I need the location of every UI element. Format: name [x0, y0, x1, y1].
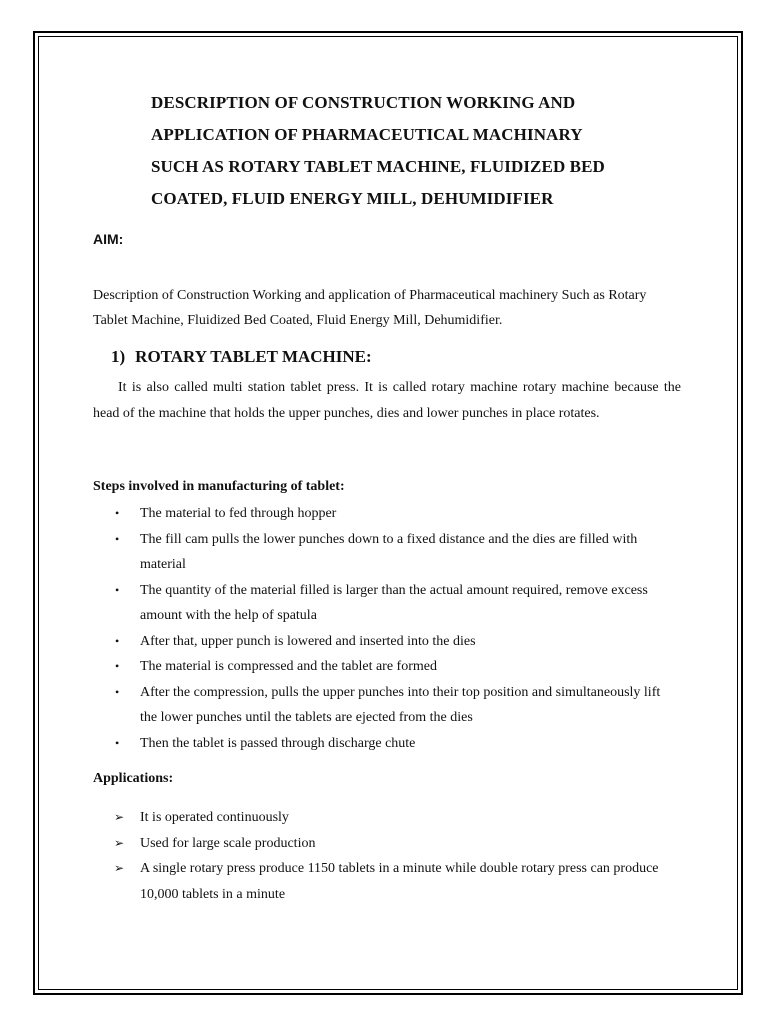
list-item [0, 501, 680, 527]
arrow-bullet-icon: ➢ [114, 810, 125, 824]
section-heading-rotary [111, 347, 372, 367]
arrow-bullet-icon: ➢ [114, 861, 125, 875]
steps-heading: Steps involved in manufacturing of tablet: [93, 479, 345, 494]
list-item-text: The fill cam pulls the lower punches down to a fixed distance and the dies are filled with material [140, 531, 638, 572]
title-line: DESCRIPTION OF CONSTRUCTION WORKING AND [151, 93, 576, 112]
title-line: COATED, FLUID ENERGY MILL, DEHUMIDIFIER [151, 189, 554, 208]
list-item-text: The quantity of the material filled is larger than the actual amount required, remove excess amount with the help of spatula [140, 582, 648, 623]
list-item-text: After the compression, pulls the upper punches into their top position and simultaneously lift the lower punches until the tablets are ejected from the dies [140, 684, 661, 725]
list-item-text: It is operated continuously [140, 810, 289, 825]
list-item [0, 805, 680, 831]
arrow-bullet-icon: ➢ [114, 835, 125, 850]
list-item-text: After that, upper punch is lowered and inserted into the dies [140, 633, 476, 649]
document-title [151, 87, 671, 215]
list-item [0, 629, 680, 655]
applications-heading: Applications: [93, 771, 174, 786]
bullet-icon: • [115, 531, 120, 546]
bullet-icon: • [115, 735, 120, 750]
rotary-description: It is also called multi station tablet press. It is called rotary machine rotary machine because the head of the machine that holds the upper punches, dies and lower punches in place rotates. [93, 380, 681, 421]
aim-text: Description of Construction Working and application of Pharmaceutical machinery Such as Rotary Tablet Machine, Fluidized Bed Coated, Fluid Energy Mill, Dehumidifier. [93, 288, 647, 328]
bullet-icon: • [115, 582, 120, 597]
list-item-text: The material to fed through hopper [140, 506, 337, 521]
list-item [0, 527, 680, 578]
list-item [0, 856, 680, 907]
list-item-text: The material is compressed and the tablet are formed [140, 659, 437, 674]
bullet-icon: • [115, 684, 120, 699]
list-item-text: A single rotary press produce 1150 tablets in a minute while double rotary press can produce 10,000 tablets in a minute [140, 861, 659, 902]
list-item-text: Then the tablet is passed through discharge chute [140, 735, 416, 751]
bullet-icon: • [115, 506, 120, 520]
list-item-text: Used for large scale production [140, 835, 316, 851]
list-item [0, 680, 680, 731]
section-number: 1) [111, 347, 126, 366]
title-line: APPLICATION OF PHARMACEUTICAL MACHINARY [151, 125, 583, 144]
aim-heading: AIM: [93, 231, 124, 247]
list-item [0, 831, 680, 857]
applications-list [0, 805, 768, 907]
steps-list [0, 501, 768, 756]
list-item [0, 578, 680, 629]
bullet-icon: • [115, 659, 120, 673]
list-item [0, 731, 680, 757]
title-line: SUCH AS ROTARY TABLET MACHINE, FLUIDIZED BED [151, 157, 605, 176]
section-title: ROTARY TABLET MACHINE: [135, 347, 372, 366]
bullet-icon: • [115, 633, 120, 648]
list-item [0, 654, 680, 680]
